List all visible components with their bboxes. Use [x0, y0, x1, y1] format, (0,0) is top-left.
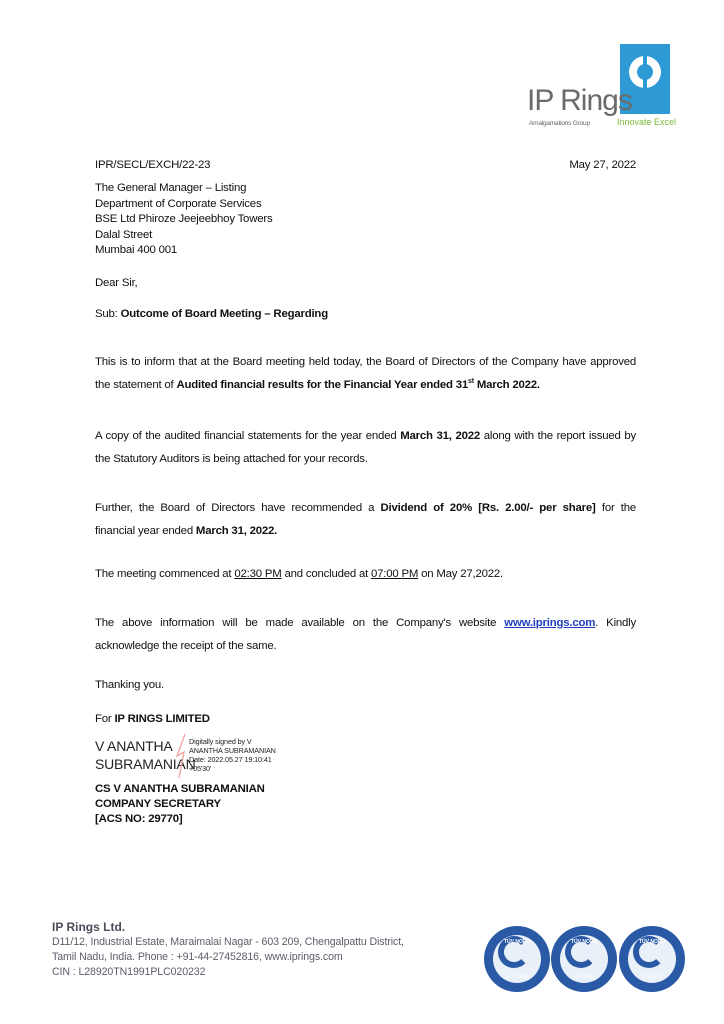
- addressee-line: Dalal Street: [95, 228, 153, 241]
- end-time: 07:00 PM: [371, 568, 419, 580]
- subject-text: Outcome of Board Meeting – Regarding: [120, 308, 328, 320]
- addressee-line: Mumbai 400 001: [95, 244, 178, 256]
- logo-subtitle: Amalgamations Group: [529, 120, 590, 127]
- paragraph-audited-statements: A copy of the audited financial statements for the year ended March 31, 2022 along with the report issued by the Statutory Auditors is being attached for your records.: [95, 430, 636, 465]
- start-time: 02:30 PM: [234, 568, 282, 580]
- digital-signature: [95, 737, 295, 777]
- paragraph-dividend: Further, the Board of Directors have recommended a Dividend of 20% [Rs. 2.00/- per share] for the financial year ended March 31, 2022.: [95, 502, 636, 537]
- paragraph-meeting-time: The meeting commenced at 02:30 PM and concluded at 07:00 PM on May 27,2022.: [95, 568, 503, 580]
- company-logo: [527, 44, 677, 134]
- paragraph-board-approval: This is to inform that at the Board meeting held today, the Board of Directors of the Company have approved the statement of Audited financial results for the Financial Year ended 31st March 2022.: [95, 356, 636, 391]
- for-company: For IP RINGS LIMITED: [95, 713, 210, 725]
- salutation: Dear Sir,: [95, 277, 138, 289]
- addressee-line: BSE Ltd Phiroze Jeejeebhoy Towers: [95, 213, 273, 225]
- paragraph-website-info: The above information will be made available on the Company's website www.iprings.com. Kindly acknowledge the receipt of the same.: [95, 617, 636, 652]
- addressee-line: Department of Corporate Services: [95, 197, 262, 210]
- certification-seal: TÜV NORD ISO 14001: [551, 926, 617, 992]
- reference-number: IPR/SECL/EXCH/22-23: [95, 159, 211, 171]
- logo-tagline: Innovate Excel: [617, 117, 677, 127]
- letter-date: May 27, 2022: [569, 159, 636, 171]
- closing: Thanking you.: [95, 679, 164, 691]
- logo-ring: [629, 56, 661, 88]
- signer-name: V ANANTHA SUBRAMANIAN: [95, 738, 196, 772]
- footer-company: IP Rings Ltd.: [52, 920, 126, 934]
- addressee-block: [95, 181, 272, 259]
- certification-seal: TÜV NORD IATF 16949: [484, 926, 550, 992]
- website-link[interactable]: www.iprings.com: [504, 617, 596, 629]
- signature-details: Digitally signed by V ANANTHA SUBRAMANIAN Date: 2022.05.27 19:10:41 +05'30': [189, 737, 276, 773]
- footer-address: D11/12, Industrial Estate, Maraimalai Nagar - 603 209, Chengalpattu District, Tamil Nadu, India. Phone : +91-44-27452816, www.iprings.com CIN : L28920TN1991PLC020232: [52, 936, 404, 978]
- logo-name: IP Rings: [527, 84, 632, 117]
- addressee-line: The General Manager – Listing: [95, 182, 247, 194]
- signatory-block: CS V ANANTHA SUBRAMANIAN COMPANY SECRETARY [ACS NO: 29770]: [95, 783, 265, 825]
- subject-line: Sub: Outcome of Board Meeting – Regarding: [95, 308, 328, 320]
- certification-seal: TÜV NORD ISO 45001: [619, 926, 685, 992]
